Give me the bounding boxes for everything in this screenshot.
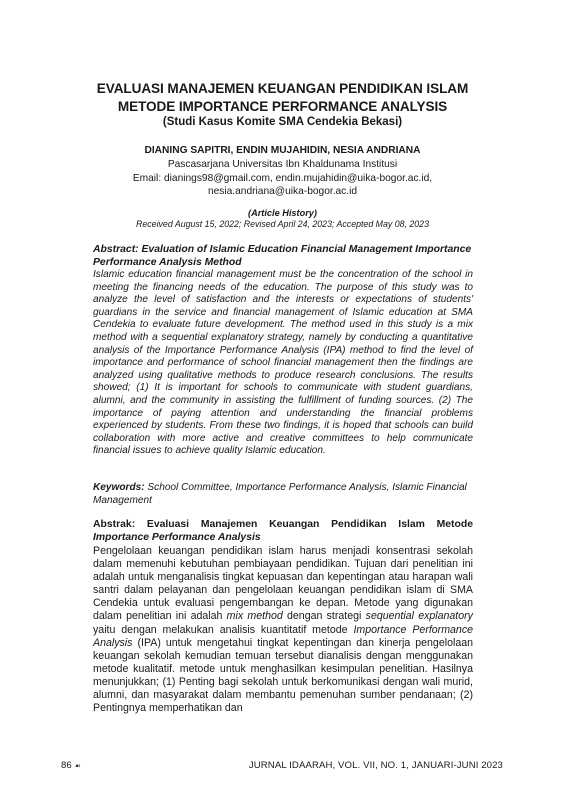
abstract-id-text-3: yaitu dengan melakukan analisis kuantitatif metode	[93, 623, 348, 636]
keywords-text: School Committee, Importance Performance Analysis, Islamic Financial Management	[93, 482, 467, 506]
abstract-id-italic-2: sequential explanatory	[365, 610, 473, 623]
author-names: DIANING SAPITRI, ENDIN MUJAHIDIN, NESIA ANDRIANA	[144, 145, 421, 156]
email-line-2: nesia.andriana@uika-bogor.ac.id	[207, 186, 358, 198]
article-history-dates: Received August 15, 2022; Revised April 24, 2023; Accepted May 08, 2023	[136, 219, 429, 229]
keywords-label: Keywords:	[93, 482, 145, 493]
abstract-id-heading-label: Abstrak: Evaluasi Manajemen Keuangan Pendidikan Islam Metode	[93, 519, 473, 530]
article-history-heading: (Article History)	[248, 208, 317, 218]
abstract-id-body	[93, 545, 473, 715]
abstract-id-text-2: dengan strategi	[287, 610, 362, 623]
abstract-en-body: Islamic education financial management must be the concentration of the school in meeting the financing needs of the education. The purpose of this study was to analyze the level of satisfaction and the interests or expectations of students' guardians in the service and financial management of Islamic education at SMA Cendekia to evaluate future development. The method used in this study is a mix method with a sequential explanatory strategy, namely by conducting a quantitative analysis of the Importance Performance Analysis (IPA) method to find the level of importance and performance of school financial management then the findings are analyzed using qualitative methods to produce research conclusions. The results showed; (1) It is important for schools to communicate with student guardians, alumni, and the community in assisting the fulfillment of funding sources. (2) The importance of paying attention and understanding the financial problems experienced by students. From these two findings, it is hoped that schools can build collaboration with more active and creative committees to help communicate financial issues to achieve quality Islamic education.	[93, 269, 473, 457]
email-line-1: Email: dianings98@gmail.com, endin.mujahidin@uika-bogor.ac.id,	[132, 172, 433, 184]
paper-subtitle: (Studi Kasus Komite SMA Cendekia Bekasi)	[162, 116, 403, 128]
ornament-icon: ☙	[74, 763, 81, 770]
abstract-en-heading: Abstract: Evaluation of Islamic Education Financial Management Importance Performance Analysis Method	[93, 244, 472, 268]
abstract-id-italic-3: Importance Performance Analysis	[93, 623, 474, 649]
paper-title	[40, 80, 525, 116]
page-number: 86	[61, 760, 72, 771]
abstract-id-heading-italic: Importance Performance Analysis	[93, 531, 261, 543]
abstract-id-text-4: (IPA) untuk mengetahui tingkat kepentingan dan kinerja pengelolaan keuangan sekolah kemudian temuan tersebut dianalisis dengan menggunakan metode kualitatif. metode untuk menghasilkan kesimpulan penelitian. Hasilnya menunjukkan; (1) Penting bagi sekolah untuk berkomunikasi dengan wali murid, alumni, dan masyarakat dalam membantu pemenuhan sumber pendanaan; (2) Pentingnya memperhatikan dan	[93, 636, 473, 715]
page-number-footer	[61, 760, 81, 771]
abstract-id-text-1: Pengelolaan keuangan pendidikan islam harus menjadi konsentrasi sekolah dalam memenuhi kebutuhan pembiayaan pendidikan. Tujuan dari penelitian ini adalah untuk menganalisis tingkat kepuasan dan kepentingan atau harapan wali santri dalam pelayanan dan pengelolaan keuangan pendidikan islam di SMA Cendekia untuk evaluasi pengembangan ke depan. Metode yang digunakan dalam penelitian ini adalah	[93, 545, 473, 623]
title-line-1: EVALUASI MANAJEMEN KEUANGAN PENDIDIKAN ISLAM	[96, 81, 469, 96]
author-affiliation-block	[40, 158, 525, 199]
abstract-id-italic-1: mix method	[226, 610, 283, 623]
keywords	[93, 482, 473, 508]
title-line-2: METODE IMPORTANCE PERFORMANCE ANALYSIS	[117, 99, 448, 114]
affiliation: Pascasarjana Universitas Ibn Khaldunama Institusi	[167, 159, 398, 170]
abstract-id-heading	[93, 519, 473, 544]
journal-footer: JURNAL IDAARAH, VOL. VII, NO. 1, JANUARI-JUNI 2023	[248, 760, 503, 771]
